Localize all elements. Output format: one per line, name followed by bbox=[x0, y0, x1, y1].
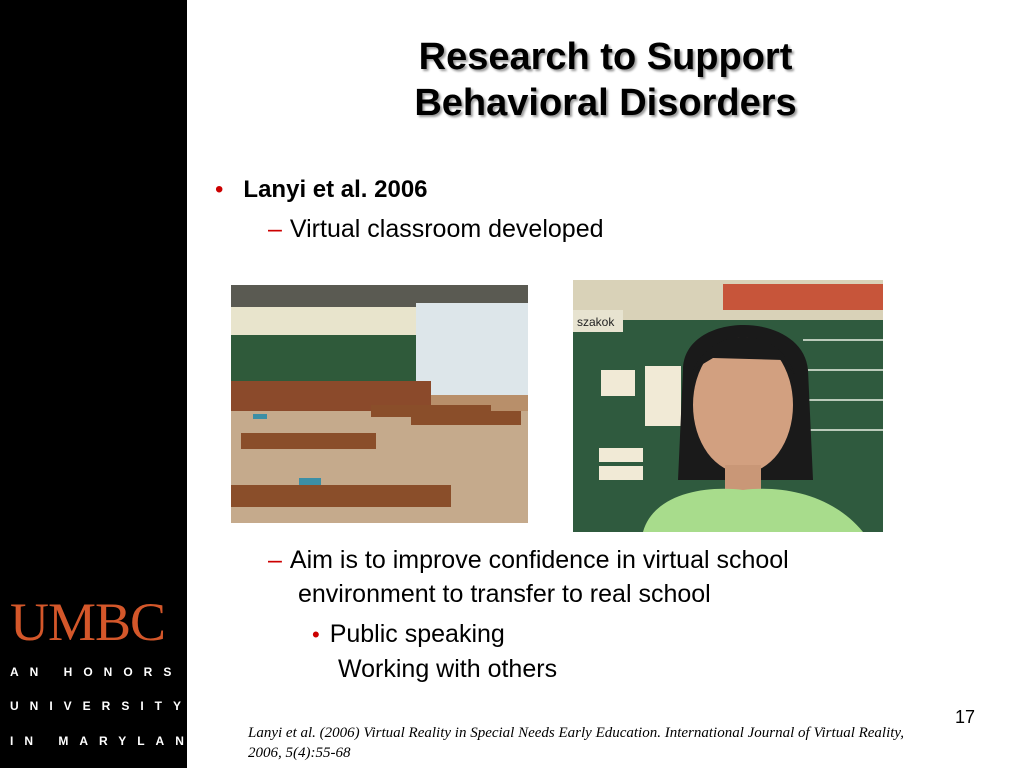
citation: Lanyi et al. (2006) Virtual Reality in Special Needs Early Education. International Journal of Virtual Reality, 2006, 5(4):55-68 bbox=[248, 725, 905, 761]
sub-bullet-2 bbox=[268, 543, 789, 611]
sub-bullet-1-text: Virtual classroom developed bbox=[289, 215, 604, 243]
logo-line-1: AN HONORS bbox=[10, 665, 183, 679]
logo-line-2: UNIVERSITY bbox=[10, 699, 193, 713]
sub-sub-bullet bbox=[312, 617, 557, 686]
bullet-main-text: Lanyi et al. 2006 bbox=[243, 176, 428, 203]
dash-marker: – bbox=[268, 546, 282, 574]
title-line-2: Behavioral Disorders bbox=[414, 82, 797, 124]
sidebar bbox=[0, 0, 215, 768]
board-word: szakok bbox=[577, 315, 615, 329]
sub-bullet-1 bbox=[268, 215, 604, 244]
page-number: 17 bbox=[955, 707, 976, 727]
sub-bullet-2-line-1: Aim is to improve confidence in virtual school bbox=[289, 546, 789, 574]
bullet-main bbox=[215, 176, 428, 204]
logo-word: UMBC bbox=[10, 592, 166, 652]
logo-line-3: IN MARYLAND bbox=[10, 734, 215, 748]
sub-sub-bullet-line-1: Public speaking bbox=[329, 620, 505, 648]
classroom-image bbox=[231, 285, 528, 523]
sub-sub-bullet-line-2: Working with others bbox=[338, 655, 558, 683]
title-line-1: Research to Support bbox=[418, 36, 793, 78]
bullet-dot: • bbox=[312, 622, 320, 647]
teacher-avatar-image bbox=[573, 280, 883, 532]
bullet-dot: • bbox=[215, 176, 224, 203]
sub-bullet-2-line-2: environment to transfer to real school bbox=[298, 580, 711, 608]
dash-marker: – bbox=[268, 215, 282, 243]
umbc-logo bbox=[10, 592, 215, 748]
slide-title bbox=[187, 34, 1024, 126]
